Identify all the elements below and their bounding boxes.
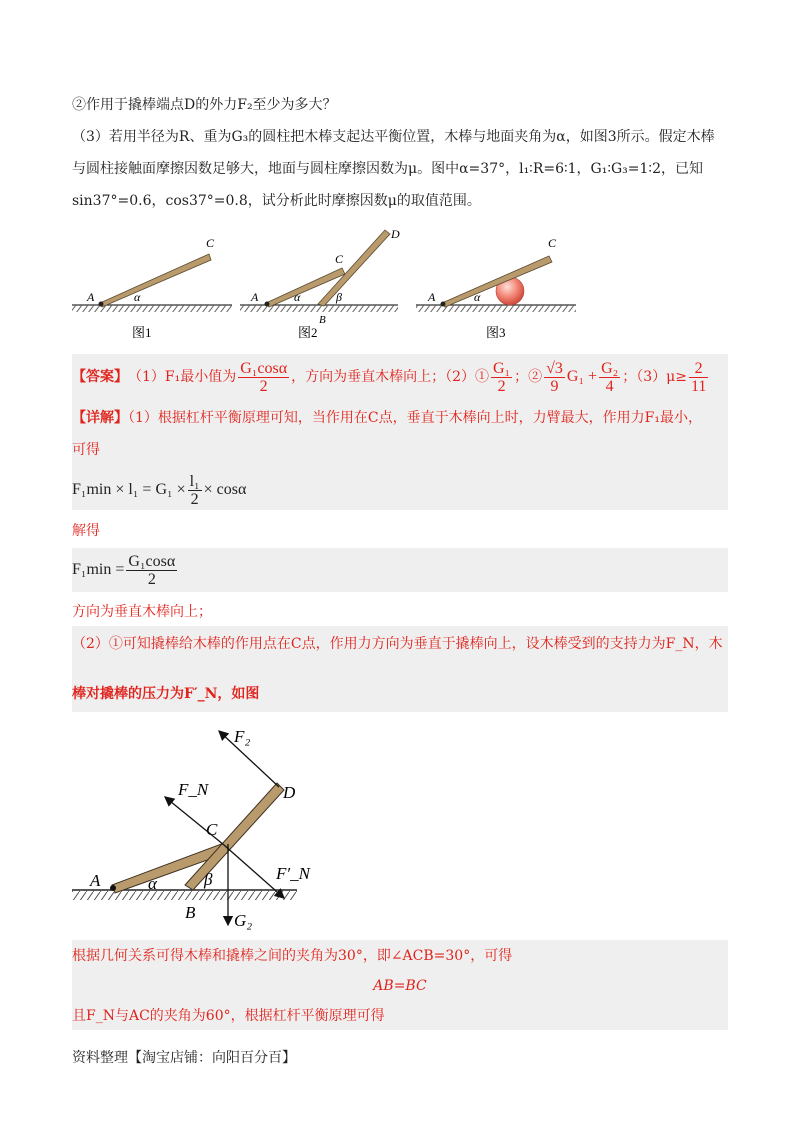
fig1-label-alpha: α (134, 290, 141, 304)
label-b: B (185, 903, 196, 922)
frac-num: G₁ (493, 359, 511, 377)
frac-num: G₁cosα (240, 359, 288, 377)
fig2-label-beta: β (336, 290, 342, 304)
last-line: 且F_N与AC的夹角为60°，根据杠杆平衡原理可得 (72, 1008, 385, 1024)
answer-part-5: ；（3）μ≥ (622, 369, 687, 385)
fig1-label-a: A (87, 290, 95, 304)
frac-num: √3 (546, 359, 563, 377)
geometry-line: 根据几何关系可得木棒和撬棒之间的夹角为30°，即∠ACB=30°，可得 (72, 948, 513, 964)
question-3-line-3: sin37°=0.6，cos37°=0.8，试分析此时摩擦因数μ的取值范围。 (72, 193, 481, 209)
fig3-caption: 图3 (486, 325, 506, 340)
fig2-label-c: C (335, 252, 344, 266)
label-d: D (283, 783, 296, 802)
equation-1 (72, 470, 728, 510)
label-alpha: α (148, 874, 157, 893)
fig1-caption: 图1 (132, 325, 152, 340)
answer-frac-1 (238, 360, 289, 395)
fig1-label-c: C (206, 236, 215, 250)
part-2-line-1: （2）①可知撬棒给木棒的作用点在C点，作用力方向为垂直于撬棒向上，设木棒受到的支持力为F_N，木 (72, 636, 723, 652)
detail-block (72, 400, 728, 470)
frac-num: G₂ (601, 359, 619, 377)
frac-num: l₁ (189, 472, 200, 490)
label-a: A (90, 871, 101, 890)
fig2-caption: 图2 (298, 325, 318, 340)
answer-part-4: G₁ + (566, 368, 598, 385)
answer-frac-5 (689, 360, 708, 395)
force-diagram (72, 722, 310, 937)
answer-tag: 【答案】 (72, 369, 128, 385)
figure-1 (72, 236, 232, 340)
label-fn-prime: F′_N (276, 864, 310, 883)
detail-line-1: （1）根据杠杆平衡原理可知，当作用在C点，垂直于木棒向上时，力臂最大，作用力F₁最小， (128, 410, 702, 426)
frac-den: 2 (190, 490, 199, 508)
frac-den: 4 (605, 377, 614, 395)
fig3-label-alpha: α (474, 290, 481, 304)
answer-part-2: ，方向为垂直木棒向上；（2）① (291, 369, 489, 385)
eq1-frac (188, 473, 202, 508)
figure-row (70, 225, 590, 345)
label-fn: F_N (178, 780, 209, 799)
detail-tag: 【详解】 (72, 410, 128, 426)
equation-2 (72, 548, 728, 592)
footer: 资料整理【淘宝店铺：向阳百分百】 (72, 1050, 296, 1066)
detail-line-2: 可得 (72, 442, 100, 458)
direction-line: 方向为垂直木棒向上； (72, 604, 212, 620)
label-g2: G₂ (234, 911, 253, 930)
label-c: C (206, 820, 218, 839)
figure-2 (240, 227, 400, 340)
question-3-line-1: （3）若用半径为R、重为G₃的圆柱把木棒支起达平衡位置，木棒与地面夹角为α，如图3所示。假定木棒 (72, 129, 715, 145)
answer-part-3: ；② (514, 369, 543, 385)
answer-frac-2 (491, 360, 512, 395)
solve-label: 解得 (72, 523, 100, 539)
frac-den: 2 (497, 377, 506, 395)
fig3-label-a: A (428, 290, 436, 304)
eq2-frac (126, 553, 177, 588)
frac-den: 9 (550, 377, 559, 395)
fig2-label-alpha: α (294, 290, 301, 304)
answer-frac-4 (599, 360, 620, 395)
answer-block (72, 354, 728, 400)
eq2-left: F₁min = (72, 561, 125, 578)
question-3-line-2: 与圆柱接触面摩擦因数足够大，地面与圆柱摩擦因数为μ。图中α=37°，l₁∶R=6∶1，G₁∶G₃=1∶2，已知 (72, 161, 703, 177)
geometry-block (72, 940, 728, 1030)
eq1-left: F₁min × l₁ = G₁ × (72, 481, 186, 498)
part-2-line-2: 棒对撬棒的压力为F′_N，如图 (72, 686, 260, 702)
figure-3 (416, 236, 576, 340)
frac-den: 2 (147, 570, 156, 588)
label-beta: β (204, 870, 213, 889)
answer-frac-3 (544, 360, 565, 395)
question-part-2b: ②作用于撬棒端点D的外力F₂至少为多大？ (72, 97, 337, 113)
frac-den: 11 (690, 377, 707, 395)
part-2-block (72, 626, 728, 712)
fig3-label-c: C (548, 236, 557, 250)
eq1-right: × cosα (203, 481, 247, 498)
answer-part-1: （1）F₁最小值为 (128, 369, 237, 385)
frac-den: 2 (259, 377, 268, 395)
frac-num: G₁cosα (128, 552, 176, 570)
ab-bc-line: AB=BC (373, 978, 427, 994)
frac-num: 2 (689, 360, 708, 378)
fig2-label-d: D (391, 227, 400, 241)
fig2-label-a: A (251, 290, 259, 304)
label-f2: F₂ (234, 727, 251, 746)
fig2-label-b: B (319, 314, 326, 326)
